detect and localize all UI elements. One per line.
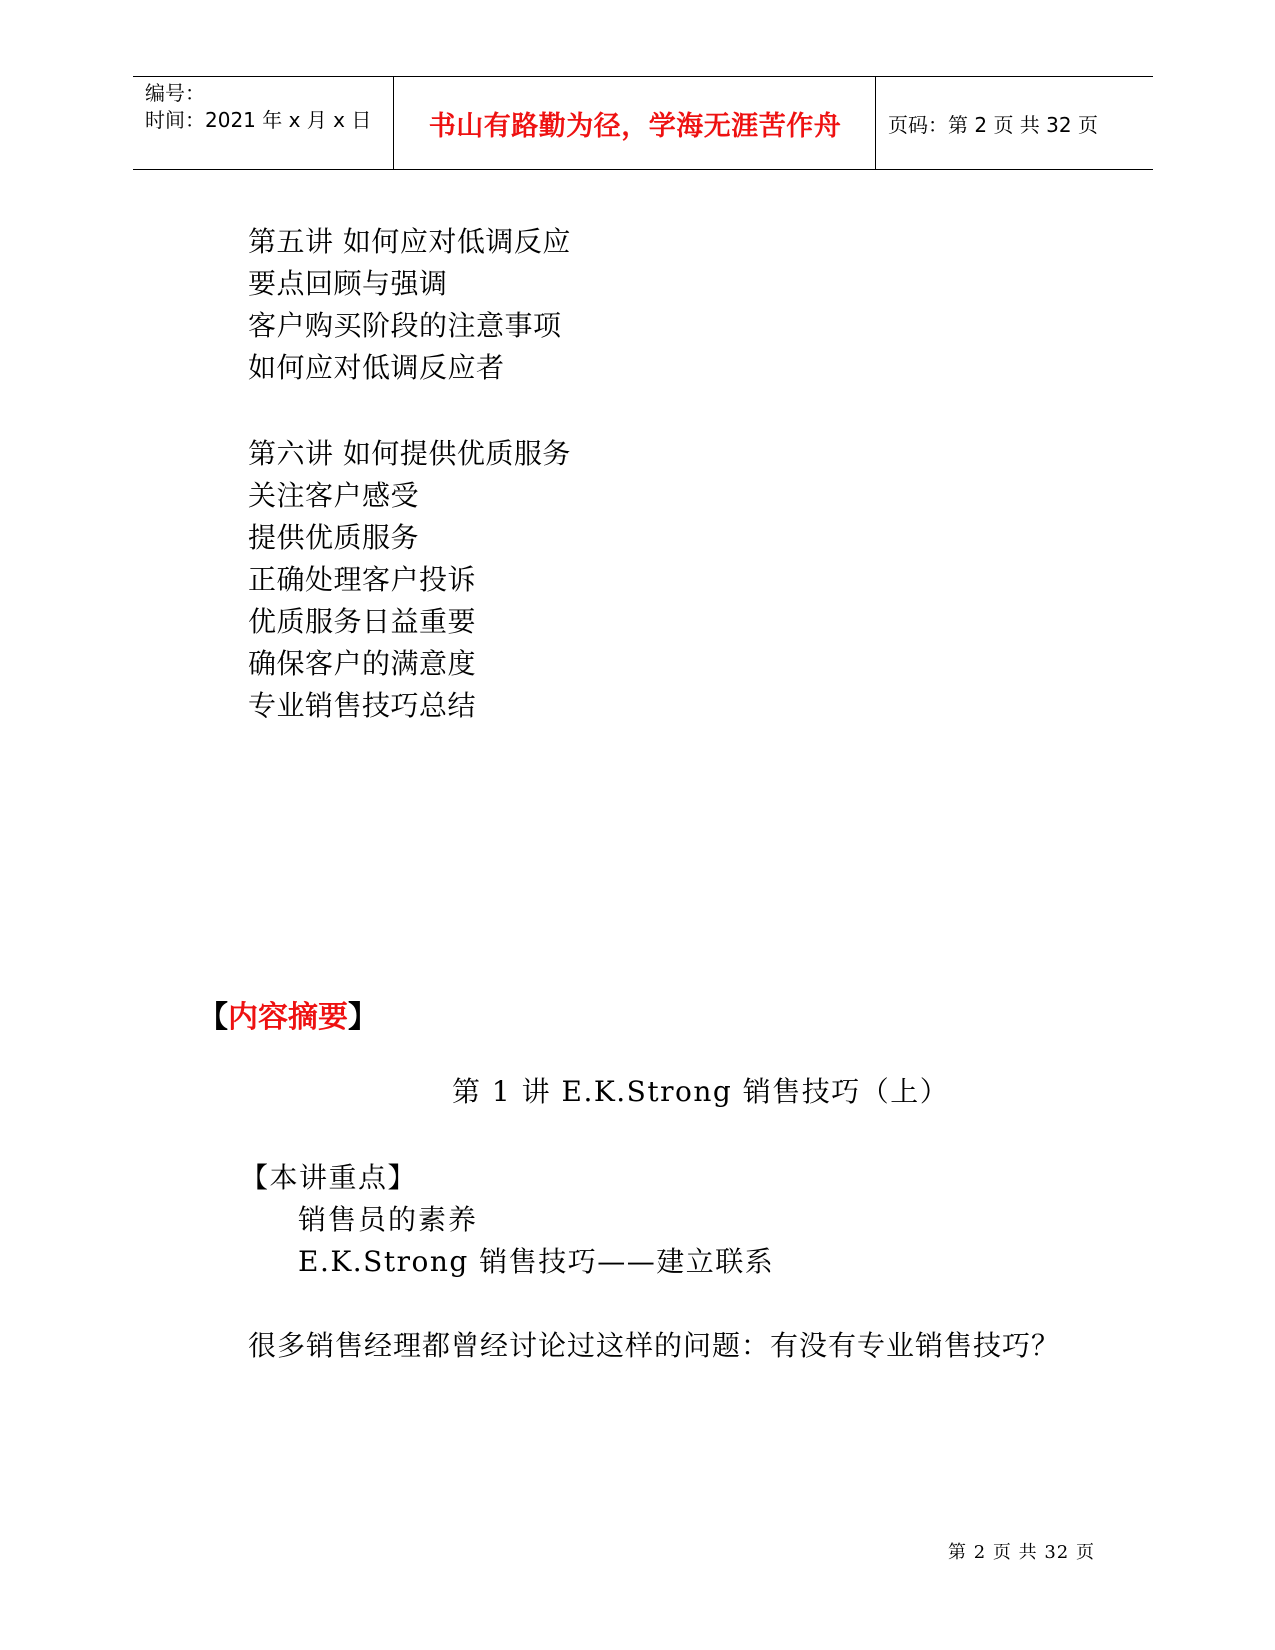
body-paragraph: 很多销售经理都曾经讨论过这样的问题：有没有专业销售技巧？: [248, 1329, 1061, 1362]
header-page-label: 页码：第 2 页 共 32 页: [888, 112, 1098, 137]
toc-item: 优质服务日益重要: [248, 605, 477, 638]
key-points-label: 【本讲重点】: [240, 1161, 418, 1194]
toc-item: 要点回顾与强调: [248, 267, 448, 300]
document-time-label: 时间：2021 年 x 月 x 日: [145, 108, 372, 132]
summary-bracket-close: 】: [348, 1000, 378, 1035]
header-info-cell: [133, 77, 394, 169]
header-motto-cell: [395, 77, 876, 169]
key-point-item: E.K.Strong 销售技巧——建立联系: [298, 1245, 775, 1278]
summary-label: 内容摘要: [228, 1000, 348, 1035]
lecture6-title: 第六讲 如何提供优质服务: [248, 437, 571, 470]
toc-item: 专业销售技巧总结: [248, 689, 477, 722]
page-footer: 第 2 页 共 32 页: [948, 1542, 1095, 1563]
summary-bracket-open: 【: [198, 1000, 228, 1035]
toc-item: 正确处理客户投诉: [248, 563, 477, 596]
lecture1-title: 第 1 讲 E.K.Strong 销售技巧（上）: [452, 1075, 950, 1108]
header-page-cell: [888, 77, 1098, 169]
lecture5-title: 第五讲 如何应对低调反应: [248, 225, 571, 258]
toc-item: 提供优质服务: [248, 521, 420, 554]
key-point-item: 销售员的素养: [298, 1203, 479, 1236]
page-header: [133, 76, 1153, 170]
header-motto: 书山有路勤为径，学海无涯苦作舟: [428, 110, 842, 142]
toc-item: 如何应对低调反应者: [248, 351, 505, 384]
summary-heading: [198, 992, 378, 1036]
toc-item: 客户购买阶段的注意事项: [248, 309, 562, 342]
toc-item: 关注客户感受: [248, 479, 420, 512]
toc-item: 确保客户的满意度: [248, 647, 477, 680]
document-number-label: 编号：: [145, 81, 205, 105]
